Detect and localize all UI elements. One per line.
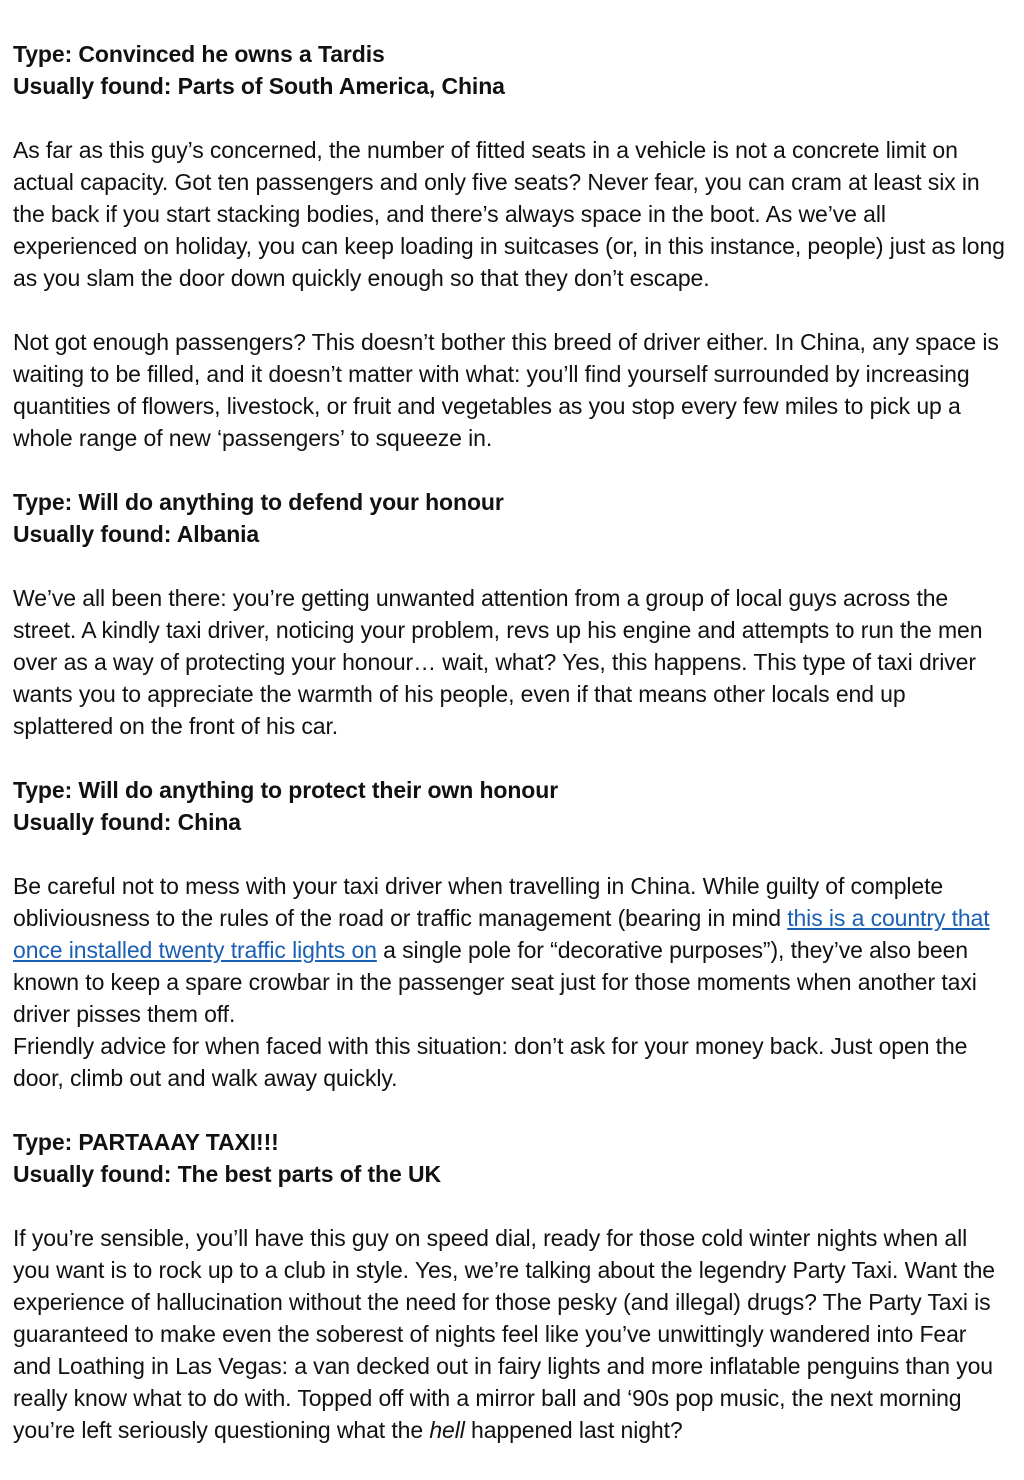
paragraph [13,582,1010,742]
found-line: Usually found: Albania [13,521,260,547]
paragraph-text [13,1222,1010,1446]
paragraph [13,326,1010,454]
text-before-italic: If you’re sensible, you’ll have this guy on speed dial, ready for those cold winter nights when all you want is to rock up to a club in style. Yes, we’re talking about the legendry Party Taxi. Want the experience of hallucination without the need for those pesky (and illegal) drugs? The Party Taxi is guaranteed to make even the soberest of nights feel like you’ve unwittingly wandered into Fear and Loathing in Las Vegas: a van decked out in fairy lights and more inflatable penguins than you really know what to do with. Topped off with a mirror ball and ‘90s pop music, the next morning you’re left seriously questioning what the [13,1225,996,1443]
section-heading-protect-honour [13,774,1010,838]
italic-word: hell [429,1417,465,1443]
section-heading-defend-honour [13,486,1010,550]
found-line: Usually found: Parts of South America, China [13,73,505,99]
text-before-link: Be careful not to mess with your taxi driver when travelling in China. While guilty of complete obliviousness to the rules of the road or traffic management (bearing in mind [13,873,944,931]
type-line: Type: Will do anything to protect their own honour [13,777,559,803]
text-after-link: a single pole for “decorative purposes”), they’ve also been known to keep a spare crowbar in the passenger seat just for those moments when another taxi driver pisses them off. [13,937,977,1027]
traffic-lights-link[interactable]: this is a country that once installed twenty traffic lights on [13,905,990,963]
paragraph-text: As far as this guy’s concerned, the number of fitted seats in a vehicle is not a concrete limit on actual capacity. Got ten passengers and only five seats? Never fear, you can cram at least six in the back if you start stacking bodies, and there’s always space in the boot. As we’ve all experienced on holiday, you can keep loading in suitcases (or, in this instance, people) just as long as you slam the door down quickly enough so that they don’t escape. [13,137,1005,291]
found-line: Usually found: The best parts of the UK [13,1161,442,1187]
paragraph-group [13,870,1010,1094]
paragraph-text [13,870,1010,1030]
paragraph-text: Not got enough passengers? This doesn’t bother this breed of driver either. In China, any space is waiting to be filled, and it doesn’t matter with what: you’ll find yourself surrounded by increasing quantities of flowers, livestock, or fruit and vegetables as you stop every few miles to pick up a whole range of new ‘passengers’ to squeeze in. [13,329,999,451]
advice-text: Friendly advice for when faced with this situation: don’t ask for your money back. Just open the door, climb out and walk away quickly. [13,1033,968,1091]
paragraph-text: We’ve all been there: you’re getting unwanted attention from a group of local guys across the street. A kindly taxi driver, noticing your problem, revs up his engine and attempts to run the men over as a way of protecting your honour… wait, what? Yes, this happens. This type of taxi driver wants you to appreciate the warmth of his people, even if that means other locals end up splattered on the front of his car. [13,585,983,739]
text-after-italic: happened last night? [464,1417,683,1443]
section-heading-tardis [13,38,1010,102]
type-line: Type: Will do anything to defend your honour [13,489,504,515]
section-heading-party-taxi [13,1126,1010,1190]
paragraph [13,134,1010,294]
type-line: Type: Convinced he owns a Tardis [13,41,385,67]
found-line: Usually found: China [13,809,242,835]
type-line: Type: PARTAAAY TAXI!!! [13,1129,279,1155]
paragraph [13,1222,1010,1446]
